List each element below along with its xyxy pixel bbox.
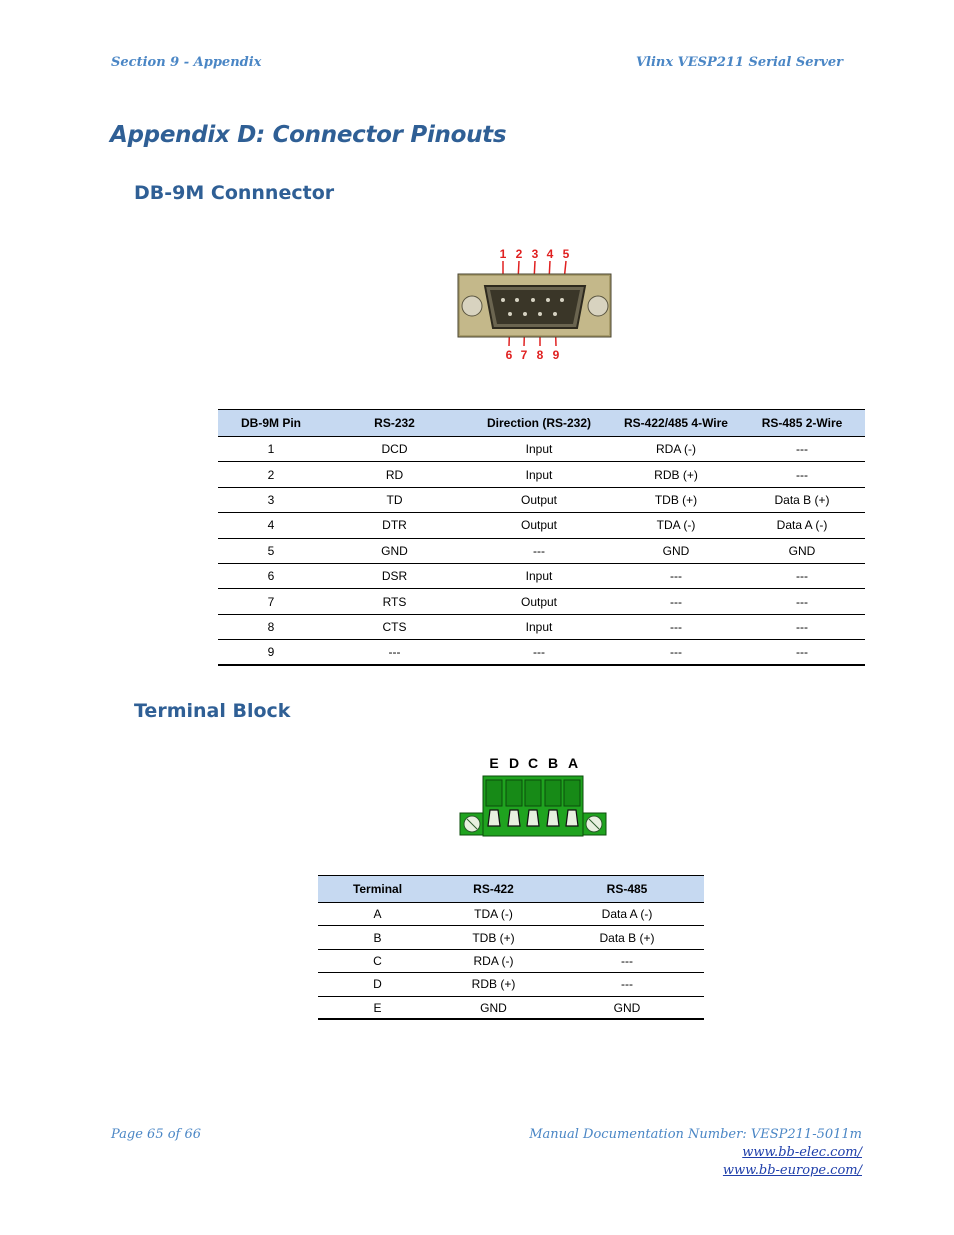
table-cell: GND — [437, 996, 550, 1019]
column-header: RS-232 — [324, 410, 465, 437]
table-header-row — [318, 876, 704, 903]
terminal-label-c: C — [527, 755, 539, 771]
table-cell: --- — [550, 973, 704, 996]
table-cell: TDB (+) — [437, 926, 550, 949]
table-cell: DTR — [324, 513, 465, 538]
table-cell: GND — [550, 996, 704, 1019]
table-row — [218, 462, 865, 487]
db9-pin-label-5: 5 — [562, 247, 570, 261]
table-cell: 8 — [218, 614, 324, 639]
table-row — [218, 563, 865, 588]
table-cell: --- — [739, 462, 865, 487]
terminal-label-a: A — [567, 755, 579, 771]
table-cell: RDA (-) — [437, 949, 550, 972]
table-cell: --- — [739, 614, 865, 639]
column-header: RS-422/485 4-Wire — [613, 410, 739, 437]
table-cell: 2 — [218, 462, 324, 487]
table-cell: Data A (-) — [739, 513, 865, 538]
db9-pin-label-2: 2 — [515, 247, 523, 261]
table-header-row — [218, 410, 865, 437]
table-row — [218, 437, 865, 462]
db9-pin-label-9: 9 — [552, 348, 560, 362]
table-cell: Output — [465, 487, 613, 512]
terminal-label-d: D — [508, 755, 520, 771]
table-cell: RDB (+) — [437, 973, 550, 996]
db9-heading: DB-9M Connnector — [134, 182, 335, 204]
table-row — [318, 903, 704, 926]
table-cell: DSR — [324, 563, 465, 588]
column-header: Terminal — [318, 876, 437, 903]
db9-pinout-table — [218, 409, 865, 666]
table-cell: --- — [739, 589, 865, 614]
terminal-block-table — [318, 875, 704, 1020]
table-cell: --- — [613, 640, 739, 665]
doc-number: Manual Documentation Number: VESP211-5011m — [529, 1127, 862, 1142]
table-cell: Data B (+) — [739, 487, 865, 512]
table-cell: Input — [465, 437, 613, 462]
db9-connector-figure — [455, 244, 615, 364]
table-cell: C — [318, 949, 437, 972]
table-cell: E — [318, 996, 437, 1019]
table-cell: CTS — [324, 614, 465, 639]
table-row — [218, 614, 865, 639]
terminal-label-b: B — [547, 755, 559, 771]
table-cell: --- — [613, 589, 739, 614]
table-cell: GND — [324, 538, 465, 563]
terminal-block-heading: Terminal Block — [134, 700, 291, 722]
table-cell: Output — [465, 513, 613, 538]
table-row — [218, 589, 865, 614]
table-cell: GND — [613, 538, 739, 563]
table-cell: B — [318, 926, 437, 949]
table-row — [218, 640, 865, 665]
table-cell: 1 — [218, 437, 324, 462]
table-cell: RTS — [324, 589, 465, 614]
table-cell: --- — [465, 640, 613, 665]
terminal-block-figure — [458, 752, 610, 840]
db9-pin-label-4: 4 — [546, 247, 554, 261]
table-cell: Data A (-) — [550, 903, 704, 926]
table-cell: TDA (-) — [437, 903, 550, 926]
table-cell: 4 — [218, 513, 324, 538]
column-header: RS-485 2-Wire — [739, 410, 865, 437]
table-cell: RDA (-) — [613, 437, 739, 462]
table-cell: DCD — [324, 437, 465, 462]
column-header: DB-9M Pin — [218, 410, 324, 437]
table-cell: Input — [465, 614, 613, 639]
terminal-label-e: E — [489, 755, 499, 771]
table-cell: Input — [465, 462, 613, 487]
table-cell: A — [318, 903, 437, 926]
running-header-section: Section 9 - Appendix — [111, 55, 262, 70]
table-row — [218, 538, 865, 563]
column-header: Direction (RS-232) — [465, 410, 613, 437]
bb-europe-link[interactable]: www.bb-europe.com/ — [722, 1163, 862, 1178]
table-cell: D — [318, 973, 437, 996]
table-cell: --- — [465, 538, 613, 563]
table-cell: --- — [739, 563, 865, 588]
table-cell: 6 — [218, 563, 324, 588]
table-cell: --- — [739, 640, 865, 665]
table-cell: 5 — [218, 538, 324, 563]
table-cell: Data B (+) — [550, 926, 704, 949]
table-cell: TDB (+) — [613, 487, 739, 512]
table-row — [318, 949, 704, 972]
page-number: Page 65 of 66 — [111, 1127, 202, 1142]
table-cell: TD — [324, 487, 465, 512]
db9-pin-label-3: 3 — [531, 247, 539, 261]
column-header: RS-422 — [437, 876, 550, 903]
table-cell: GND — [739, 538, 865, 563]
running-header-product: Vlinx VESP211 Serial Server — [635, 55, 843, 70]
table-cell: 7 — [218, 589, 324, 614]
table-row — [318, 973, 704, 996]
db9-pin-label-6: 6 — [505, 348, 513, 362]
db9-pin-label-7: 7 — [520, 348, 528, 362]
table-row — [318, 926, 704, 949]
table-row — [218, 487, 865, 512]
db9-pin-label-1: 1 — [499, 247, 507, 261]
table-cell: 3 — [218, 487, 324, 512]
table-cell: --- — [613, 614, 739, 639]
table-cell: RDB (+) — [613, 462, 739, 487]
column-header: RS-485 — [550, 876, 704, 903]
table-cell: RD — [324, 462, 465, 487]
bb-elec-link[interactable]: www.bb-elec.com/ — [742, 1145, 862, 1160]
table-row — [318, 996, 704, 1019]
table-cell: --- — [324, 640, 465, 665]
table-cell: 9 — [218, 640, 324, 665]
db9-pin-label-8: 8 — [536, 348, 544, 362]
table-cell: TDA (-) — [613, 513, 739, 538]
table-row — [218, 513, 865, 538]
table-cell: Input — [465, 563, 613, 588]
table-cell: --- — [550, 949, 704, 972]
page-title: Appendix D: Connector Pinouts — [110, 122, 507, 148]
table-cell: --- — [739, 437, 865, 462]
table-cell: --- — [613, 563, 739, 588]
table-cell: Output — [465, 589, 613, 614]
